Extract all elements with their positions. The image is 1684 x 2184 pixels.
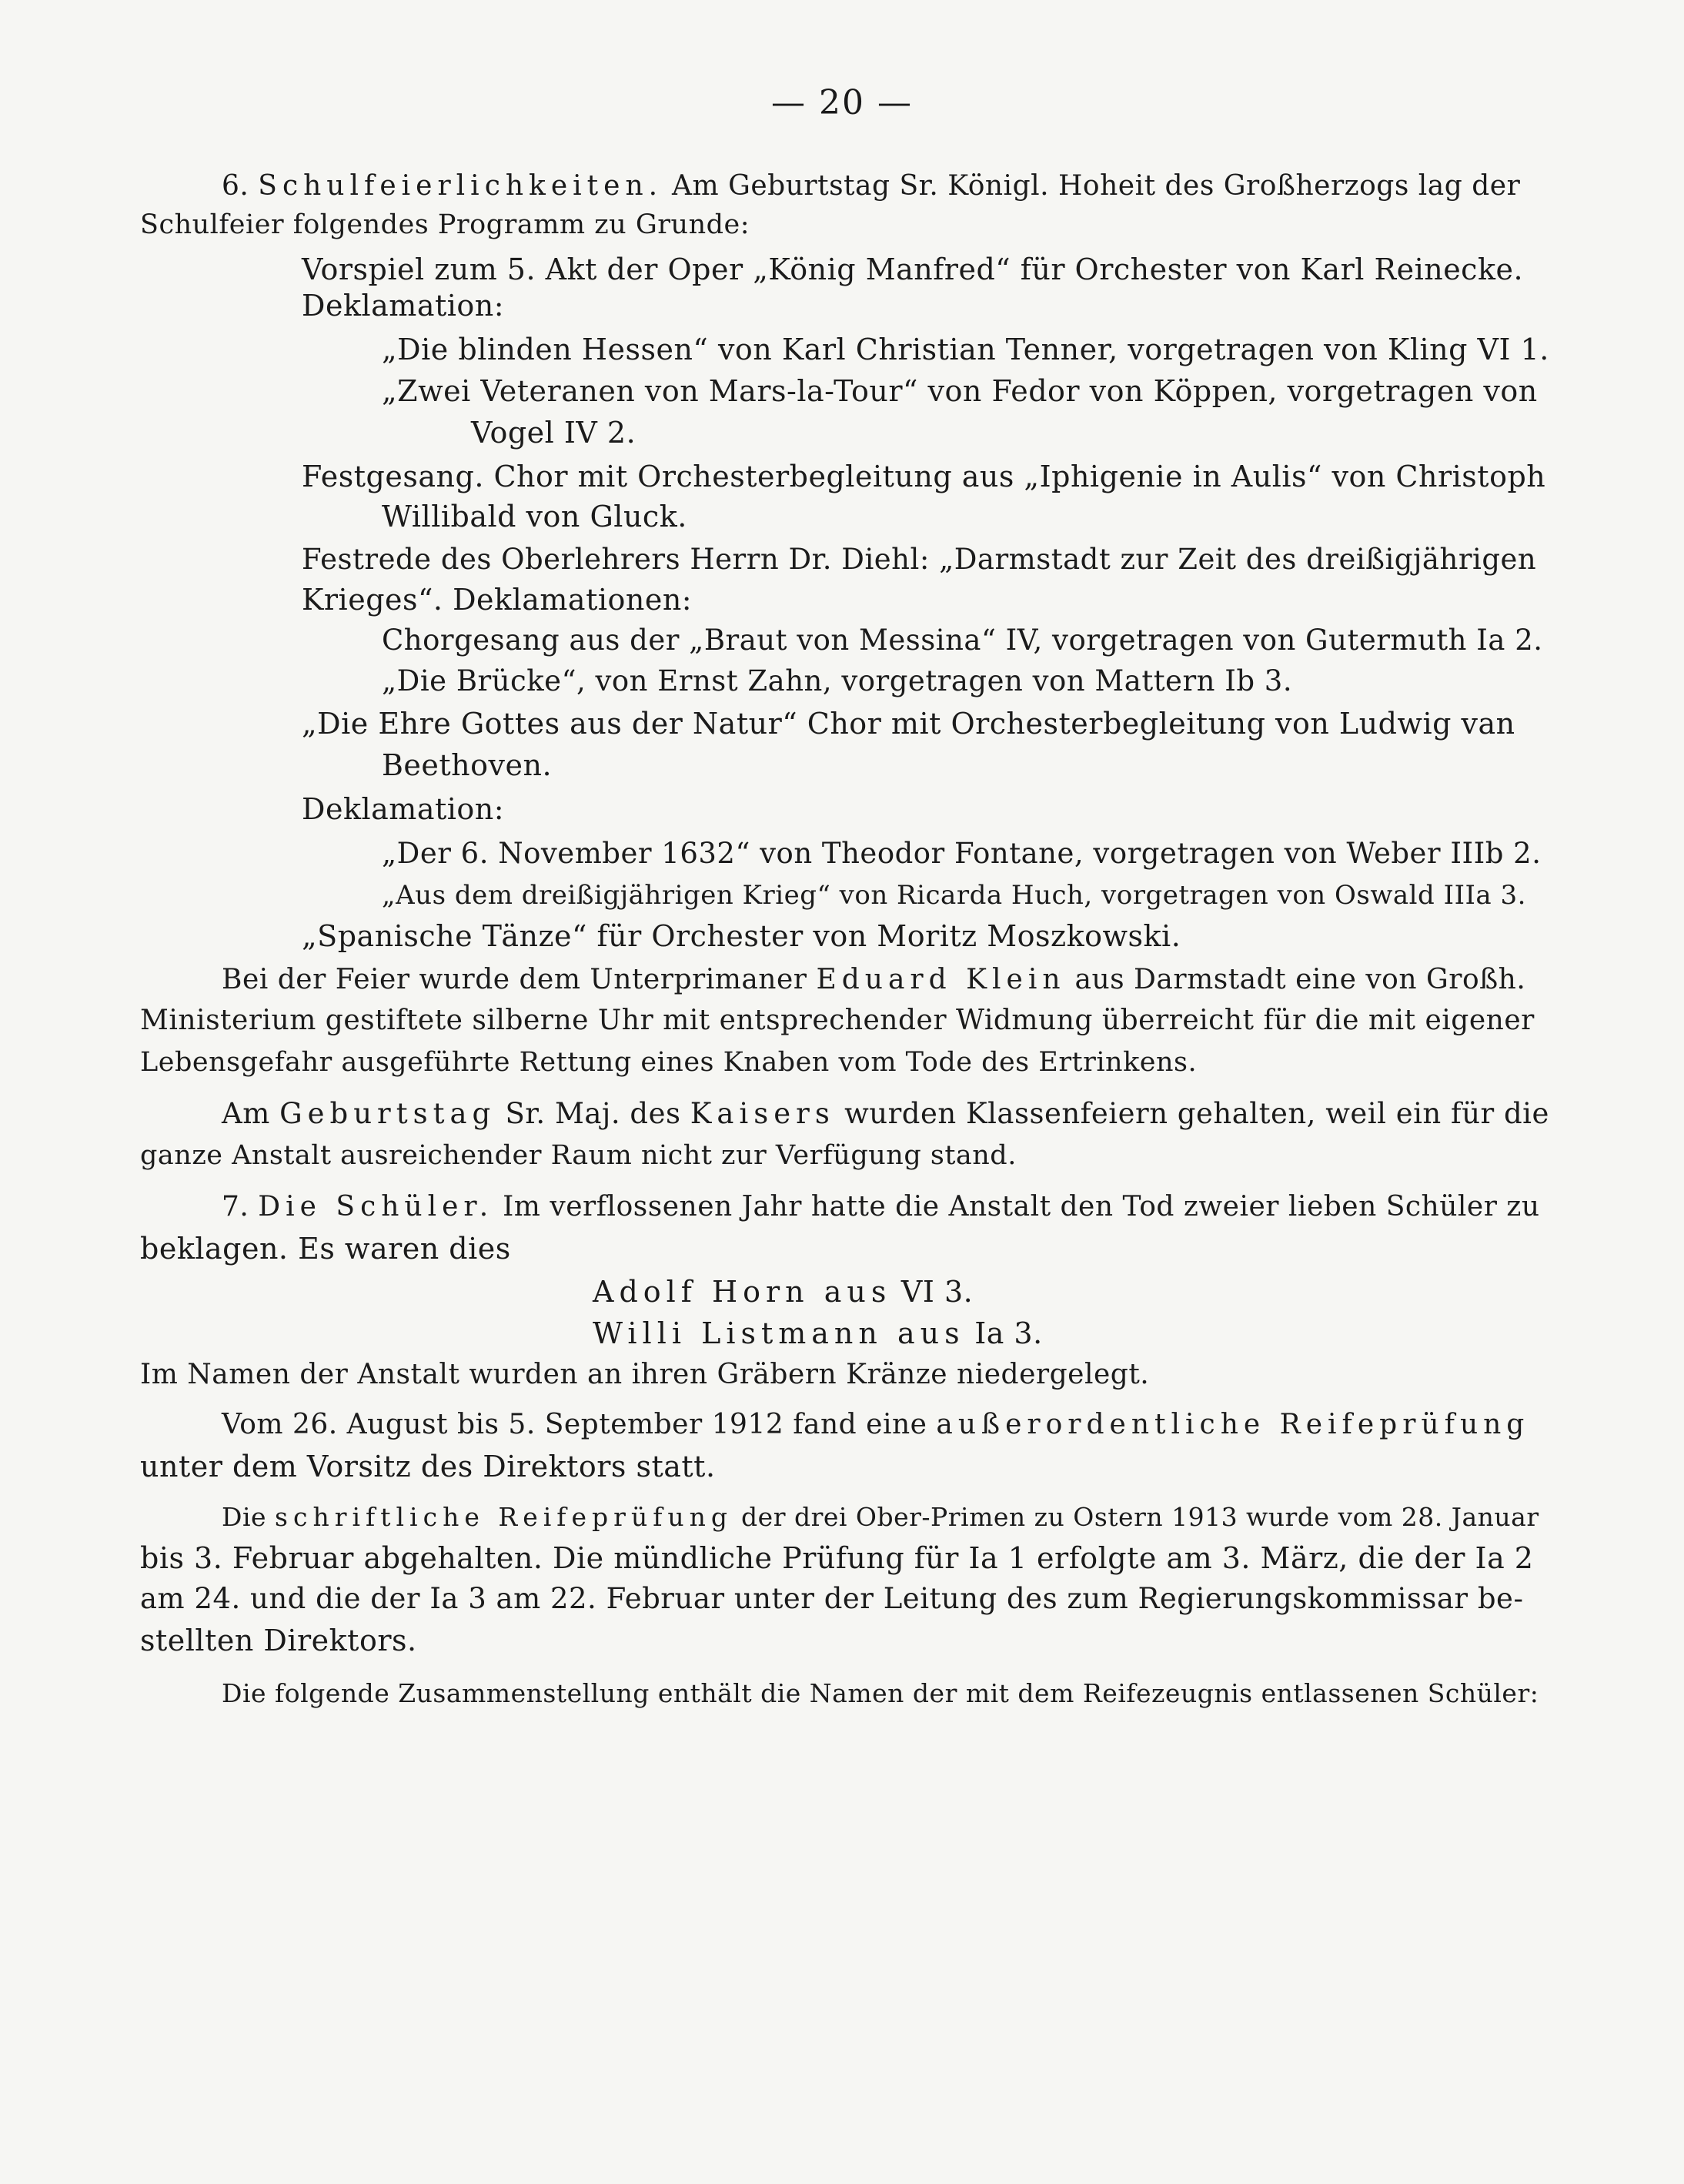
text-line — [302, 287, 504, 324]
line-text: aus Darmstadt eine von Großh. — [1065, 964, 1526, 995]
line-text: am 24. und die der Ia 3 am 22. Februar unter der Leitung des zum Regierungskommissar be- — [140, 1582, 1524, 1615]
line-text: Im Namen der Anstalt wurden an ihren Gräbern Kränze niedergelegt. — [140, 1359, 1150, 1390]
page-number: — 20 — — [771, 83, 913, 122]
line-text: Krieges“. Deklamationen: — [302, 583, 693, 617]
line-text: „Aus dem dreißigjährigen Krieg“ von Ricarda Huch, vorgetragen von Oswald IIIa 3. — [382, 880, 1526, 911]
line-text: stellten Direktors. — [140, 1624, 417, 1657]
text-line — [302, 458, 1545, 495]
line-text: Willibald von Gluck. — [382, 500, 687, 533]
text-line — [593, 1273, 973, 1310]
text-line — [382, 498, 687, 535]
line-text: „Die blinden Hessen“ von Karl Christian Tenner, vorgetragen von Kling VI 1. — [382, 333, 1549, 366]
spaced-text: Die Schüler. — [258, 1191, 494, 1222]
line-text: „Die Brücke“, von Ernst Zahn, vorgetragen von Mattern Ib 3. — [382, 664, 1293, 697]
text-line — [593, 1315, 1043, 1352]
text-line — [222, 168, 1520, 205]
spaced-text: Adolf Horn — [593, 1275, 810, 1309]
spaced-text: Kaisers — [690, 1097, 835, 1130]
text-line — [140, 1356, 1149, 1393]
text-line — [222, 1095, 1549, 1132]
text-line — [382, 877, 1526, 914]
line-text: „Die Ehre Gottes aus der Natur“ Chor mit Orchesterbegleitung von Ludwig van — [302, 707, 1515, 741]
line-text: beklagen. Es waren dies — [140, 1232, 511, 1266]
line-text: Deklamation: — [302, 289, 505, 323]
text-line — [222, 1675, 1539, 1712]
line-text: VI 3. — [891, 1275, 974, 1309]
line-text: „Der 6. November 1632“ von Theodor Fontane, vorgetragen von Weber IIIb 2. — [382, 837, 1542, 870]
text-line — [140, 1137, 1017, 1174]
spaced-text: schriftliche Reifeprüfung — [275, 1502, 733, 1532]
text-line — [140, 1580, 1523, 1617]
text-line — [382, 835, 1541, 872]
text-line — [302, 541, 1536, 578]
text-line — [302, 581, 692, 618]
spaced-text: aus — [882, 1316, 965, 1350]
line-text: Ministerium gestiftete silberne Uhr mit entsprechender Widmung überreicht für die mit eigener — [140, 1005, 1535, 1036]
line-text: bis 3. Februar abgehalten. Die mündliche Prüfung für Ia 1 erfolgte am 3. März, die der Ia 2 — [140, 1541, 1534, 1575]
text-line — [222, 1499, 1539, 1536]
spaced-text: Geburtstag — [279, 1097, 496, 1130]
line-text: Vorspiel zum 5. Akt der Oper „König Manfred“ für Orchester von Karl Reinecke. — [302, 253, 1524, 286]
line-text: Im verflossenen Jahr hatte die Anstalt den Tod zweier lieben Schüler zu — [493, 1191, 1540, 1222]
line-text: Schulfeier folgendes Programm zu Grunde: — [140, 209, 750, 240]
line-text: Am Geburtstag Sr. Königl. Hoheit des Großherzogs lag der — [663, 170, 1521, 202]
line-text: Die — [222, 1502, 276, 1532]
text-line — [302, 918, 1181, 955]
spaced-text: Willi Listmann — [593, 1316, 883, 1350]
text-line — [302, 251, 1523, 288]
text-line — [140, 1448, 716, 1485]
text-line — [302, 791, 504, 828]
text-line — [140, 1540, 1533, 1577]
text-line — [140, 1044, 1197, 1081]
text-line — [222, 962, 1525, 998]
line-text: wurden Klassenfeiern gehalten, weil ein für die — [834, 1097, 1549, 1130]
line-text: Festgesang. Chor mit Orchesterbegleitung aus „Iphigenie in Aulis“ von Christoph — [302, 460, 1546, 493]
text-line — [471, 414, 636, 451]
line-text: „Spanische Tänze“ für Orchester von Moritz Moszkowski. — [302, 919, 1181, 953]
spaced-text: Schulfeierlichkeiten. — [258, 170, 663, 202]
line-text: Deklamation: — [302, 792, 505, 826]
text-line — [382, 331, 1549, 368]
text-line — [222, 1189, 1540, 1226]
text-line — [382, 747, 552, 784]
line-text: ganze Anstalt ausreichender Raum nicht zur Verfügung stand. — [140, 1140, 1017, 1171]
line-text: Die folgende Zusammenstellung enthält die Namen der mit dem Reifezeugnis entlassenen Schüler: — [222, 1678, 1539, 1708]
line-text: der drei Ober-Primen zu Ostern 1913 wurde vom 28. Januar — [733, 1502, 1539, 1532]
line-text: „Zwei Veteranen von Mars-la-Tour“ von Fedor von Köppen, vorgetragen von — [382, 374, 1538, 408]
line-text: Ia 3. — [964, 1316, 1043, 1350]
text-line — [382, 373, 1538, 410]
spaced-text: außerordentliche Reifeprüfung — [936, 1409, 1530, 1440]
line-text: Beethoven. — [382, 748, 553, 782]
line-text: Am — [222, 1097, 280, 1130]
text-line — [140, 1230, 511, 1267]
line-text: Festrede des Oberlehrers Herrn Dr. Diehl: „Darmstadt zur Zeit des dreißigjährigen — [302, 543, 1537, 576]
line-text: Sr. Maj. des — [496, 1097, 690, 1130]
line-text: 7. — [222, 1191, 259, 1222]
text-line — [302, 705, 1515, 742]
line-text: Bei der Feier wurde dem Unterprimaner — [222, 964, 817, 995]
line-text: Vom 26. August bis 5. September 1912 fand eine — [222, 1409, 937, 1440]
text-line — [140, 1002, 1535, 1039]
text-line — [140, 1622, 417, 1659]
text-line — [140, 206, 750, 243]
spaced-text: Eduard Klein — [816, 964, 1066, 995]
text-line — [222, 1406, 1529, 1443]
line-text: Lebensgefahr ausgeführte Rettung eines Knaben vom Tode des Ertrinkens. — [140, 1047, 1198, 1078]
line-text: 6. — [222, 170, 259, 202]
line-text: Chorgesang aus der „Braut von Messina“ IV, vorgetragen von Gutermuth Ia 2. — [382, 624, 1543, 657]
text-line — [382, 622, 1543, 659]
line-text: unter dem Vorsitz des Direktors statt. — [140, 1450, 716, 1483]
line-text: Vogel IV 2. — [471, 416, 637, 450]
spaced-text: aus — [809, 1275, 892, 1309]
text-line — [382, 663, 1292, 700]
